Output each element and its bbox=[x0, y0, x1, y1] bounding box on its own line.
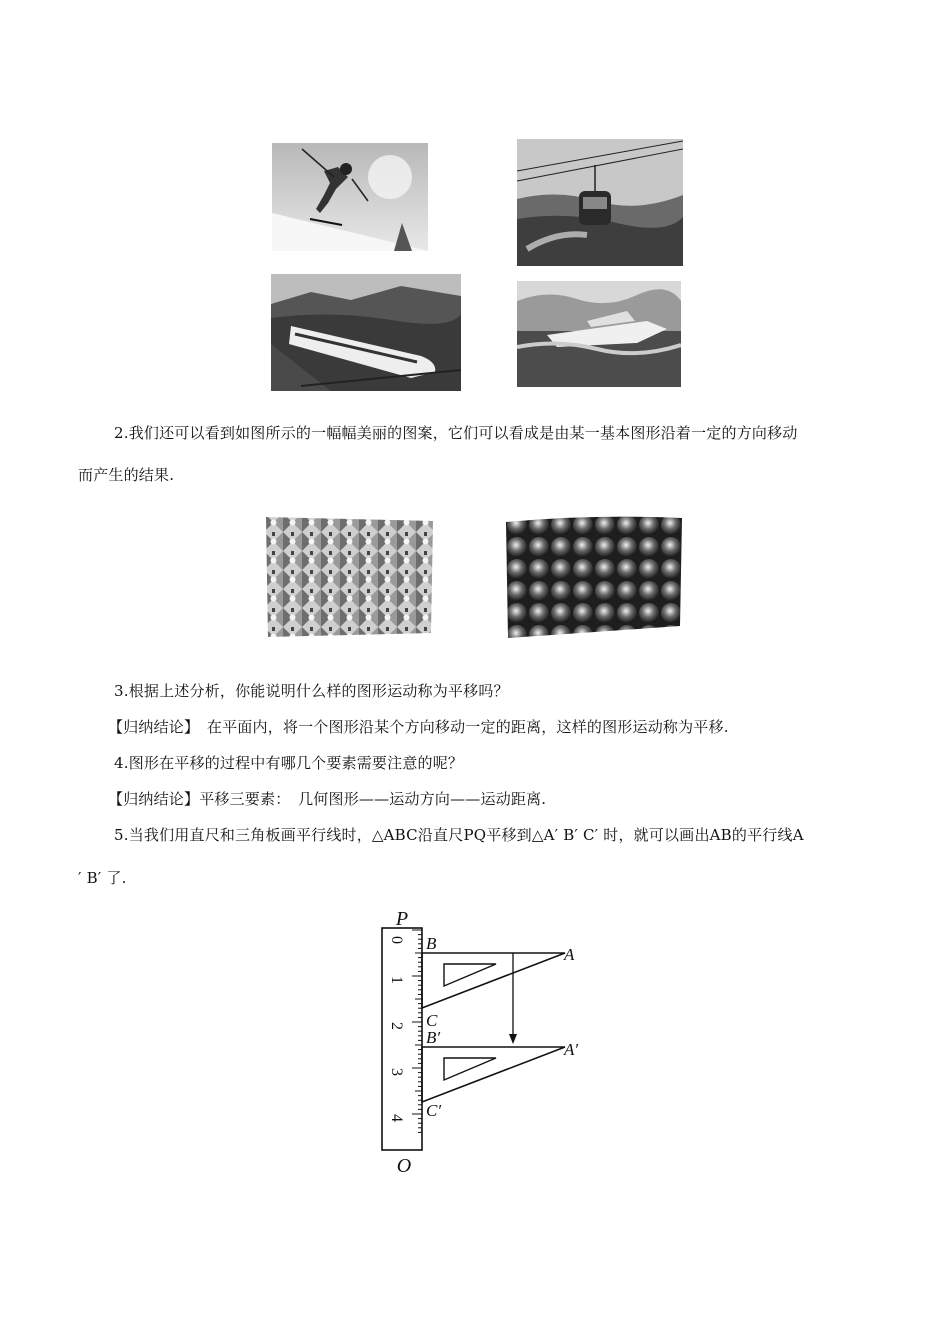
cable-car-photo bbox=[517, 139, 683, 266]
label-B: B bbox=[426, 934, 437, 953]
label-A: A bbox=[564, 945, 575, 964]
conclusion-translation-definition: 【归纳结论】 在平面内，将一个图形沿某个方向移动一定的距离，这样的图形运动称为平移. bbox=[108, 718, 729, 736]
ruler-number-4: 4 bbox=[388, 1114, 405, 1122]
label-C-prime: C′ bbox=[426, 1101, 442, 1120]
translation-arrowhead bbox=[509, 1034, 517, 1044]
translation-figure bbox=[370, 906, 600, 1178]
pattern-image-2 bbox=[506, 514, 684, 639]
paragraph-5-line1: 5.当我们用直尺和三角板画平行线时，△ABC沿直尺PQ平移到△A′ B′ C′ 时，就可以画出AB的平行线A bbox=[114, 826, 804, 844]
paragraph-3: 3.根据上述分析，你能说明什么样的图形运动称为平移吗？ bbox=[114, 682, 509, 700]
label-A-prime: A′ bbox=[564, 1040, 579, 1059]
label-P: P bbox=[395, 908, 409, 930]
label-C: C bbox=[426, 1011, 438, 1030]
ruler-number-2: 2 bbox=[388, 1022, 405, 1030]
label-B-prime: B′ bbox=[426, 1028, 441, 1047]
paragraph-2-line1: 2.我们还可以看到如图所示的一幅幅美丽的图案，它们可以看成是由某一基本图形沿着一定的方向移动 bbox=[114, 424, 798, 442]
paragraph-2-line2: 而产生的结果. bbox=[78, 466, 175, 484]
skier-photo bbox=[272, 143, 428, 251]
ruler-number-0: 0 bbox=[388, 936, 405, 944]
train-photo bbox=[271, 274, 461, 391]
label-O: O bbox=[396, 1155, 412, 1177]
ruler-number-3: 3 bbox=[388, 1068, 405, 1076]
paragraph-5-line2: ′ B′ 了. bbox=[78, 869, 127, 887]
pattern-image-1 bbox=[264, 513, 435, 639]
ruler-number-1: 1 bbox=[388, 976, 405, 984]
paragraph-4: 4.图形在平移的过程中有哪几个要素需要注意的呢？ bbox=[114, 754, 464, 772]
ship-photo bbox=[517, 281, 681, 387]
ruler-ticks bbox=[412, 930, 422, 1132]
conclusion-translation-elements: 【归纳结论】平移三要素： 几何图形——运动方向——运动距离. bbox=[108, 790, 547, 808]
